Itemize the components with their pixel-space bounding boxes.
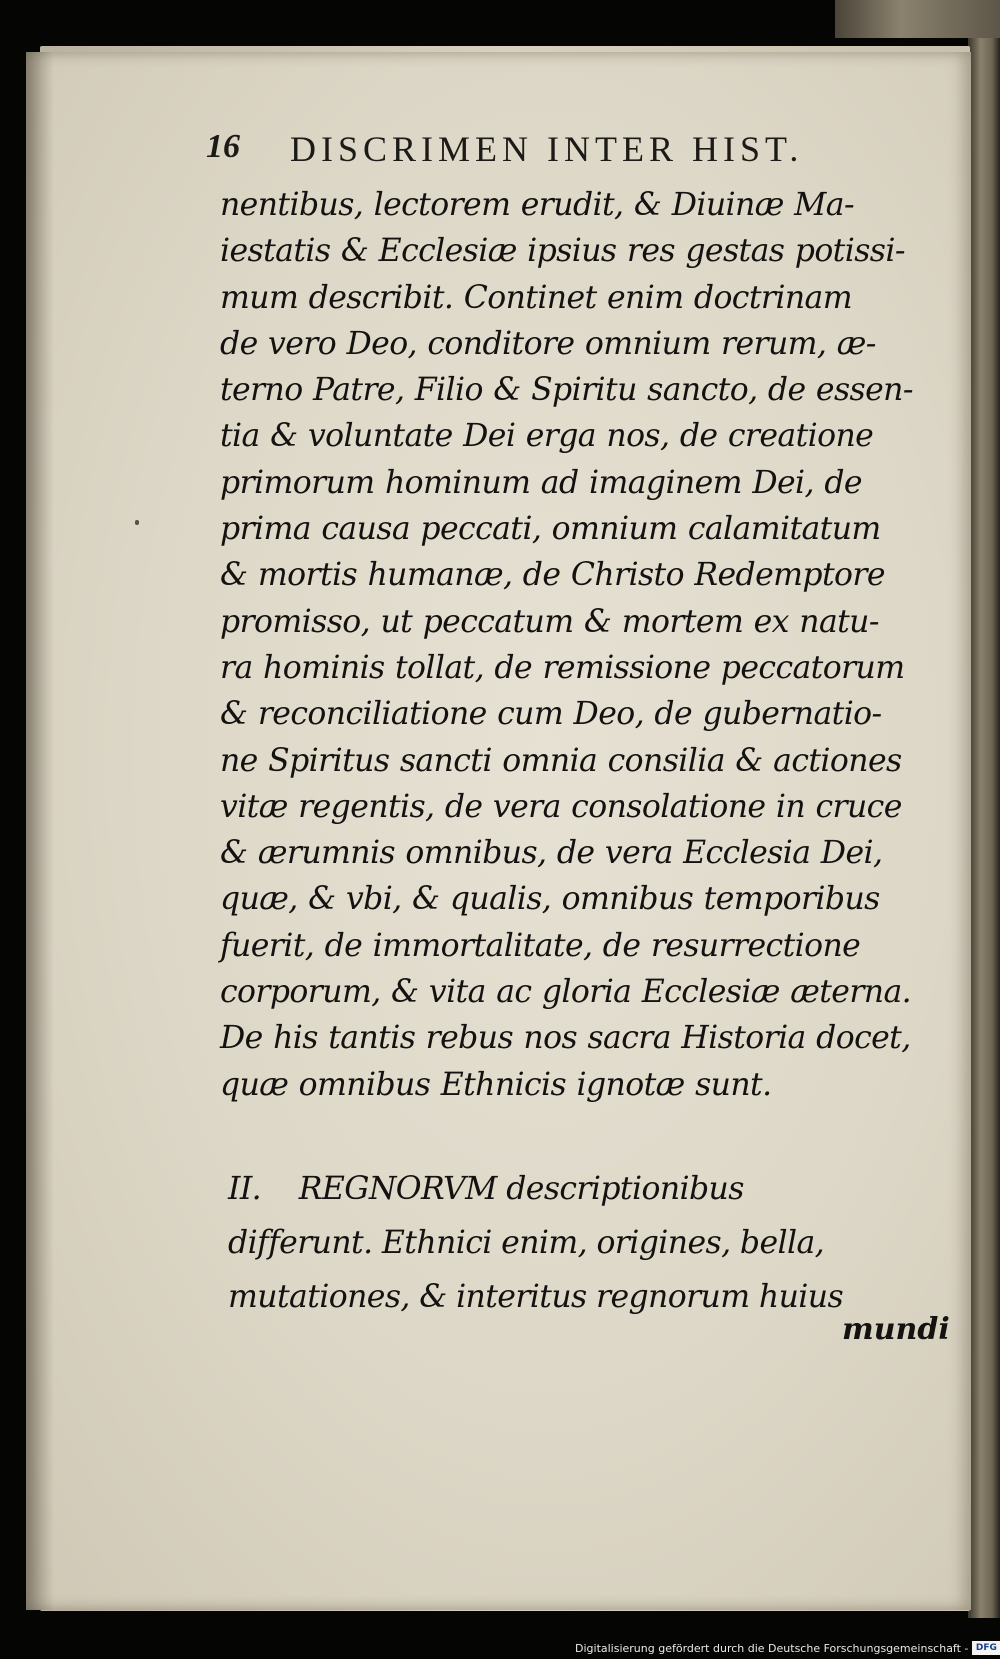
text-line: & reconciliatione cum Deo, de gubernatio- — [220, 696, 882, 733]
digitization-footer — [575, 1639, 1000, 1657]
text-line: & mortis humanæ, de Christo Redemptore — [220, 557, 885, 594]
funding-credit: Digitalisierung gefördert durch die Deutsche Forschungsgemeinschaft - — [575, 1641, 969, 1655]
book-spine-top — [835, 0, 1000, 38]
text-line: quæ, & vbi, & qualis, omnibus temporibus — [220, 881, 880, 918]
text-line: promisso, ut peccatum & mortem ex natu- — [220, 603, 879, 640]
text-line: quæ omnibus Ethnicis ignotæ sunt. — [220, 1066, 772, 1103]
text-line: mutationes, & interitus regnorum huius — [228, 1279, 844, 1315]
text-line: nentibus, lectorem erudit, & Diuinæ Ma- — [220, 187, 854, 223]
text-line: tia & voluntate Dei erga nos, de creatione — [220, 418, 874, 455]
text-line: corporum, & vita ac gloria Ecclesiæ æterna. — [220, 974, 912, 1011]
text-line: ra hominis tollat, de remissione peccatorum — [220, 649, 905, 686]
text-line: mum describit. Continet enim doctrinam — [220, 279, 852, 316]
text-line: vitæ regentis, de vera consolatione in cruce — [220, 788, 902, 825]
text-line: primorum hominum ad imaginem Dei, de — [220, 464, 862, 501]
text-line: & ærumnis omnibus, de vera Ecclesia Dei, — [220, 835, 883, 872]
text-line: prima causa peccati, omnium calamitatum — [220, 511, 881, 548]
text-line: terno Patre, Filio & Spiritu sancto, de essen- — [220, 372, 913, 409]
page-number: 16 — [206, 128, 240, 165]
marginal-ink-mark — [135, 520, 139, 525]
page-header — [206, 128, 866, 178]
gutter-shadow — [26, 52, 54, 1610]
book-page-edges — [968, 38, 1000, 1618]
running-title: DISCRIMEN INTER HIST. — [290, 129, 804, 169]
text-line: differunt. Ethnici enim, origines, bella, — [228, 1225, 825, 1261]
text-line: ne Spiritus sancti omnia consilia & actiones — [220, 742, 902, 779]
text-line: De his tantis rebus nos sacra Historia docet, — [220, 1020, 911, 1057]
text-line: iestatis & Ecclesiæ ipsius res gestas potissi- — [220, 233, 905, 270]
section-heading-line: II. REGNORVM descriptionibus — [228, 1171, 744, 1207]
section-two-text — [228, 1162, 908, 1324]
text-line: de vero Deo, conditore omnium rerum, æ- — [220, 325, 876, 362]
body-text — [220, 182, 913, 1108]
catchword: mundi — [842, 1312, 950, 1347]
dfg-logo: DFG — [972, 1641, 1000, 1655]
text-line: fuerit, de immortalitate, de resurrectione — [220, 927, 861, 964]
